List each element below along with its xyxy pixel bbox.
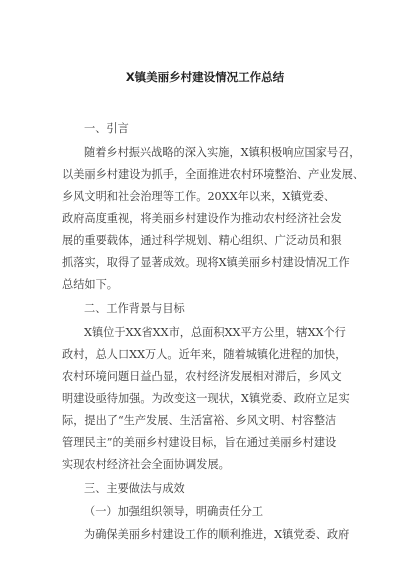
paragraph-line: 随着乡村振兴战略的深入实施，X镇积极响应国家号召，	[84, 146, 361, 159]
subsection-heading-organization: （一）加强组织领导，明确责任分工	[84, 505, 264, 518]
paragraph-line: X镇位于XX省XX市，总面积XX平方公里，辖XX个行	[84, 326, 346, 339]
paragraph-line: 总结如下。	[62, 278, 118, 291]
section-heading-background: 二、工作背景与目标	[84, 302, 185, 315]
paragraph-line: 管理民主”的美丽乡村建设目标，旨在通过美丽乡村建设	[62, 436, 337, 449]
paragraph-line: 为确保美丽乡村建设工作的顺利推进，X镇党委、政府	[84, 528, 350, 541]
document-title: X镇美丽乡村建设情况工作总结	[125, 70, 285, 84]
paragraph-line: 抓落实，取得了显著成效。现将X镇美丽乡村建设情况工作	[62, 256, 350, 269]
paragraph-line: 实现农村经济社会全面协调发展。	[62, 458, 230, 471]
paragraph-line: 展的重要载体，通过科学规划、精心组织、广泛动员和狠	[62, 234, 342, 247]
paragraph-line: 农村环境问题日益凸显，农村经济发展相对滞后，乡风文	[62, 370, 342, 383]
paragraph-line: 乡风文明和社会治理等工作。20XX年以来，X镇党委、	[62, 190, 336, 203]
paragraph-line: 以美丽乡村建设为抓手，全面推进农村环境整治、产业发展、	[62, 168, 365, 181]
paragraph-line: 际，提出了“生产发展、生活富裕、乡风文明、村容整洁	[62, 414, 337, 427]
paragraph-line: 政村，总人口XX万人。近年来，随着城镇化进程的加快，	[62, 348, 347, 361]
paragraph-line: 政府高度重视，将美丽乡村建设作为推动农村经济社会发	[62, 212, 342, 225]
section-heading-measures: 三、主要做法与成效	[84, 482, 185, 495]
section-heading-introduction: 一、引言	[84, 122, 129, 135]
paragraph-line: 明建设亟待加强。为改变这一现状，X镇党委、政府立足实	[62, 392, 350, 405]
